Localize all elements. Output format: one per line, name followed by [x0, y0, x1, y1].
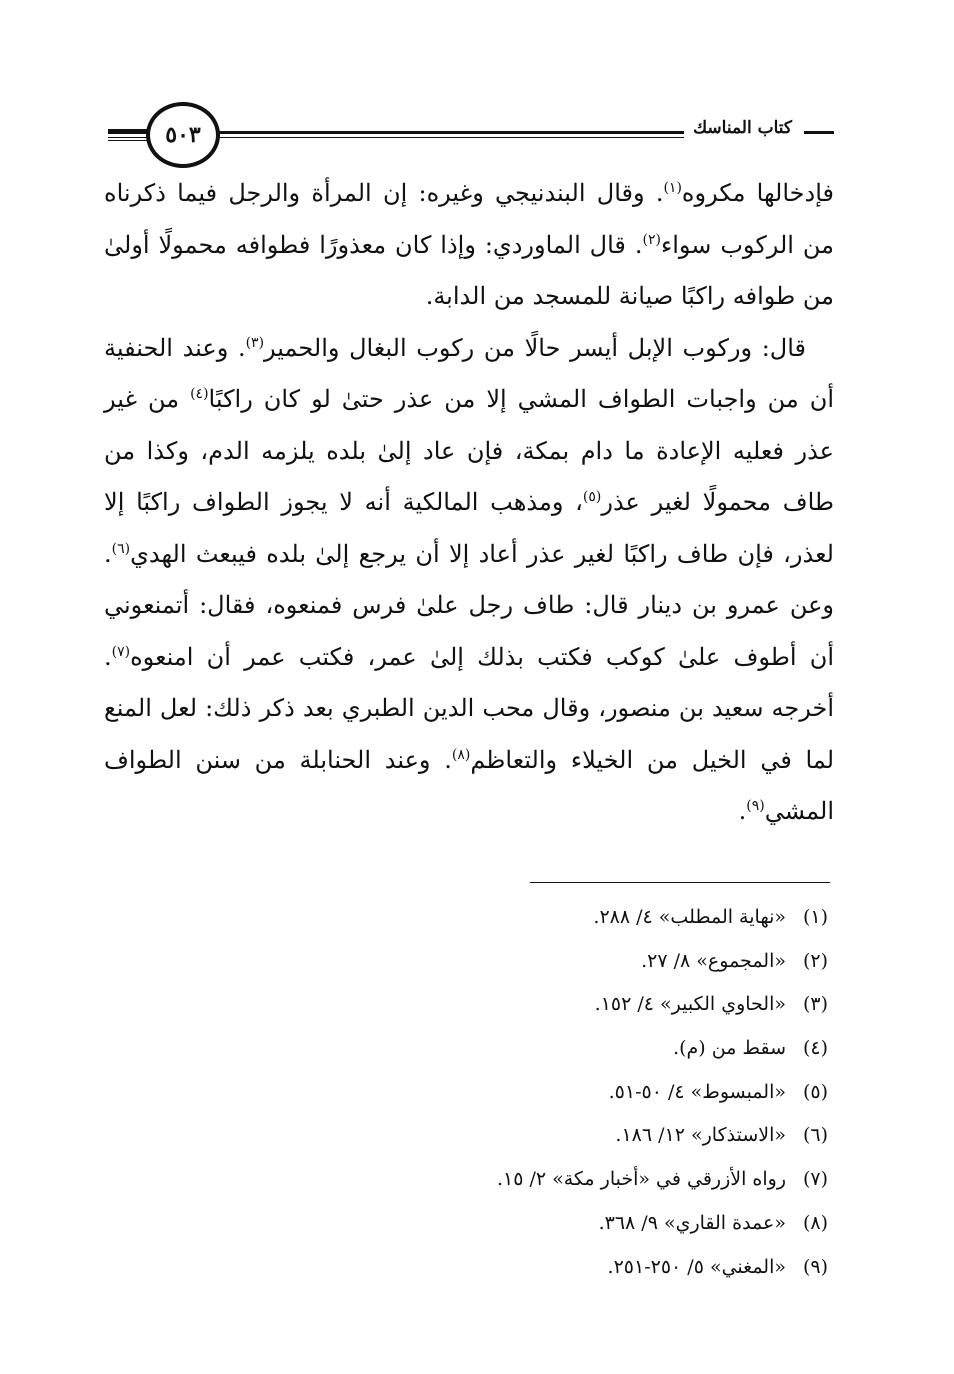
page-header — [108, 96, 834, 166]
footnote-ref: (٨) — [451, 746, 471, 763]
footnote-text: «الحاوي الكبير» ٤/ ١٥٢. — [594, 993, 786, 1016]
main-text — [104, 168, 834, 838]
footnote-ref: (٤) — [190, 386, 209, 402]
text-segment: . — [738, 797, 747, 825]
page-number: ٥٠٣ — [146, 102, 220, 168]
header-rule-left — [108, 129, 148, 141]
footnote-text: سقط من (م). — [673, 1037, 786, 1060]
header-rule-right — [804, 131, 834, 134]
footnote-ref: (١) — [663, 180, 682, 196]
text-segment: . قال الماوردي: وإذا كان معذورًا فطوافه محمولًا أولىٰ من طوافه راكبًا صيانة للمسجد من الدابة. — [104, 230, 834, 310]
text-segment: قال: وركوب الإبل أيسر حالًا من ركوب البغال والحمير — [264, 333, 806, 362]
footnote-number: (٧) — [802, 1168, 828, 1191]
footnote-number: (٤) — [802, 1037, 828, 1060]
footnote-item — [328, 1202, 828, 1246]
footnote-number: (١) — [802, 906, 828, 928]
footnote-number: (٢) — [802, 949, 828, 972]
footnote-ref: (٦) — [111, 540, 131, 557]
text-segment: ، ومذهب المالكية أنه لا يجوز الطواف راكبًا إلا لعذر، فإن طاف راكبًا لغير عذر أعاد إلا أن يرجع إلىٰ بلده فيبعث الهدي — [104, 488, 834, 568]
footnote-ref: (٩) — [746, 798, 765, 814]
text-segment: . وقال البندنيجي وغيره: إن المرأة والرجل فيما ذكرناه من الركوب سواء — [104, 179, 835, 259]
text-segment: فإدخالها مكروه — [681, 179, 834, 207]
footnote-text: «نهاية المطلب» ٤/ ٢٨٨. — [593, 906, 786, 928]
footnote-item — [328, 896, 828, 940]
footnote-item — [328, 1246, 828, 1290]
footnote-text: «عمدة القاري» ٩/ ٣٦٨. — [598, 1211, 786, 1234]
footnote-number: (٩) — [802, 1255, 828, 1278]
text-segment: . وعن عمرو بن دينار قال: طاف رجل علىٰ فرس فمنعوه، فقال: أتمنعوني أن أطوف علىٰ كوكب فكتب بذلك إلىٰ عمر، فكتب عمر أن امنعوه — [104, 539, 834, 671]
footnote-item — [328, 983, 828, 1027]
footnote-separator — [530, 882, 830, 883]
footnote-text: «الاستذكار» ١٢/ ١٨٦. — [615, 1124, 786, 1147]
running-title: كتاب المناسك — [687, 118, 798, 138]
footnote-text: رواه الأزرقي في «أخبار مكة» ٢/ ١٥. — [496, 1168, 786, 1191]
text-segment: من غير عذر فعليه الإعادة ما دام بمكة، فإن عاد إلىٰ بلده يلزمه الدم، وكذا من طاف محمولًا لغير عذر — [104, 385, 835, 516]
text-segment: . وعند الحنابلة من سنن الطواف المشي — [104, 745, 834, 825]
footnote-ref: (٥) — [582, 489, 602, 505]
footnote-ref: (٢) — [642, 231, 661, 248]
footnote-text: «المغني» ٥/ ٢٥٠-٢٥١. — [607, 1255, 786, 1278]
footnote-item — [328, 1071, 828, 1115]
footnote-text: «المجموع» ٨/ ٢٧. — [641, 949, 786, 972]
text-segment: . وعند الحنفية أن من واجبات الطواف المشي إلا من عذر حتىٰ لو كان راكبًا — [104, 333, 834, 413]
footnote-item — [328, 1027, 828, 1071]
footnote-ref: (٣) — [245, 334, 265, 351]
footnote-number: (٦) — [802, 1124, 828, 1147]
footnote-number: (٨) — [802, 1211, 828, 1234]
footnote-text: «المبسوط» ٤/ ٥٠-٥١. — [608, 1080, 786, 1103]
paragraph-1 — [104, 168, 834, 323]
footnote-item — [328, 940, 828, 984]
footnotes — [328, 896, 828, 1289]
footnote-item — [328, 1114, 828, 1158]
paragraph-2 — [104, 323, 834, 838]
footnote-number: (٥) — [802, 1080, 828, 1103]
text-segment: . أخرجه سعيد بن منصور، وقال محب الدين الطبري بعد ذكر ذلك: لعل المنع لما في الخيل من الخيلاء والتعاظم — [104, 642, 835, 774]
footnote-ref: (٧) — [111, 643, 131, 660]
footnote-number: (٣) — [802, 993, 828, 1016]
footnote-item — [328, 1158, 828, 1202]
